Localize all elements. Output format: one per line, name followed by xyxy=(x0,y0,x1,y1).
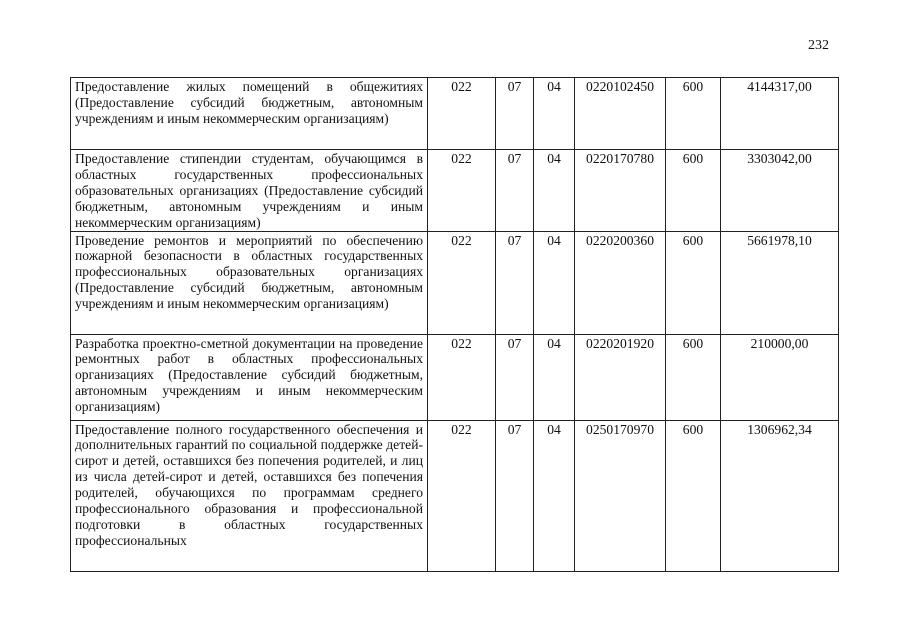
ministry-code: 022 xyxy=(428,334,496,420)
subsection-code: 04 xyxy=(534,420,575,571)
section-code: 07 xyxy=(496,420,534,571)
page-number: 232 xyxy=(808,38,829,53)
section-code: 07 xyxy=(496,231,534,334)
table-row xyxy=(71,78,839,150)
amount-value: 210000,00 xyxy=(721,334,839,420)
budget-table xyxy=(70,77,839,572)
expense-type-code: 600 xyxy=(666,420,721,571)
expense-type-code: 600 xyxy=(666,78,721,150)
expense-type-code: 600 xyxy=(666,334,721,420)
amount-value: 3303042,00 xyxy=(721,150,839,232)
table-row xyxy=(71,150,839,232)
row-description-cell xyxy=(71,420,428,571)
expense-type-code: 600 xyxy=(666,150,721,232)
row-description: Предоставление жилых помещений в общежитиях (Предоставление субсидий бюджетным, автономным учреждениям и иным некоммерческим организациям) xyxy=(71,78,428,150)
section-code: 07 xyxy=(496,334,534,420)
target-article-code: 0220201920 xyxy=(575,334,666,420)
ministry-code: 022 xyxy=(428,420,496,571)
target-article-code: 0220200360 xyxy=(575,231,666,334)
row-description: Предоставление полного государственного обеспечения и дополнительных гарантий по социальной поддержке детей-сирот и детей, оставшихся без попечения родителей, и лиц из числа детей-сирот и детей, оставшихся без попечения родителей, обучающихся по программам среднего профессионального образования и профессиональной подготовки в областных государственных профессиональных xyxy=(75,421,423,548)
table-row xyxy=(71,420,839,571)
table-row xyxy=(71,231,839,334)
ministry-code: 022 xyxy=(428,78,496,150)
subsection-code: 04 xyxy=(534,231,575,334)
table-row xyxy=(71,334,839,420)
expense-type-code: 600 xyxy=(666,231,721,334)
row-description: Предоставление стипендии студентам, обучающимся в областных государственных профессиональных образовательных организациях (Предоставление субсидий бюджетным, автономным учреждениям и иным некоммерческим организациям) xyxy=(71,150,428,232)
target-article-code: 0220170780 xyxy=(575,150,666,232)
subsection-code: 04 xyxy=(534,334,575,420)
ministry-code: 022 xyxy=(428,150,496,232)
amount-value: 1306962,34 xyxy=(721,420,839,571)
amount-value: 4144317,00 xyxy=(721,78,839,150)
target-article-code: 0220102450 xyxy=(575,78,666,150)
subsection-code: 04 xyxy=(534,150,575,232)
ministry-code: 022 xyxy=(428,231,496,334)
row-description: Разработка проектно-сметной документации на проведение ремонтных работ в областных профессиональных организациях (Предоставление субсидий бюджетным, автономным учреждениям и иным некоммерческим организациям) xyxy=(71,334,428,420)
amount-value: 5661978,10 xyxy=(721,231,839,334)
row-description: Проведение ремонтов и мероприятий по обеспечению пожарной безопасности в областных государственных профессиональных образовательных организациях (Предоставление субсидий бюджетным, автономным учреждениям и иным некоммерческим организациям) xyxy=(71,231,428,334)
section-code: 07 xyxy=(496,150,534,232)
subsection-code: 04 xyxy=(534,78,575,150)
target-article-code: 0250170970 xyxy=(575,420,666,571)
section-code: 07 xyxy=(496,78,534,150)
